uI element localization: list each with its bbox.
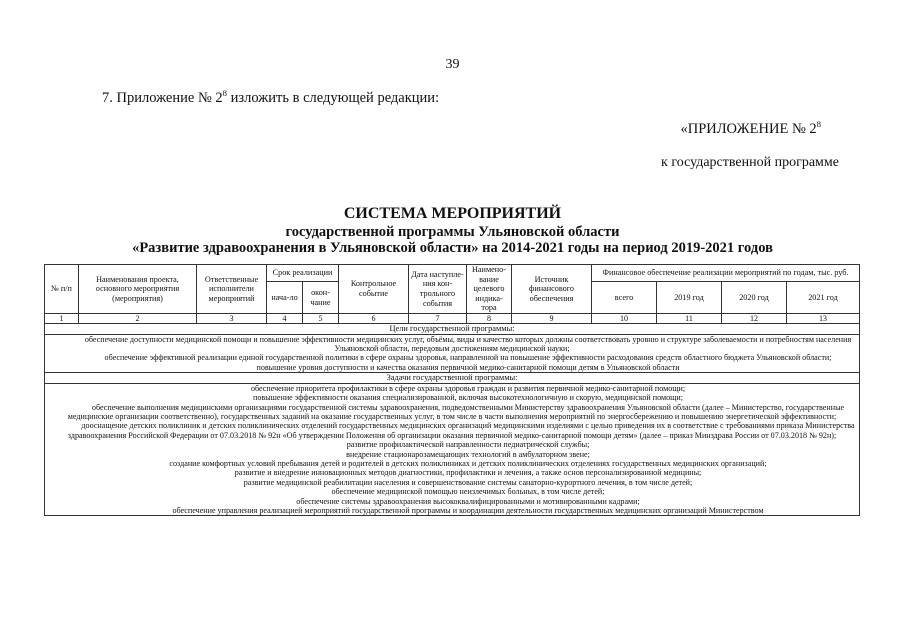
goals-row bbox=[45, 334, 860, 373]
header-finance: Финансовое обеспечение реализации мероприятий по годам, тыс. руб. bbox=[592, 265, 860, 282]
goals-heading-row bbox=[45, 323, 860, 334]
goal-item: обеспечение доступности медицинской помощи и повышение эффективности медицинских услуг, объёмы, виды и качество которых должны соответствовать уровню и структуре заболеваемости и потребностям населения Ульяновской области, передовым достижениям медицинской науки; bbox=[84, 334, 852, 353]
column-number: 3 bbox=[197, 313, 267, 323]
task-item: обеспечение медицинской помощью неизлечимых больных, в том числе детей; bbox=[331, 487, 605, 497]
column-number-row bbox=[45, 313, 860, 323]
table-header-row-1 bbox=[45, 265, 860, 282]
task-item: обеспечение системы здравоохранения высококвалифицированными и мотивированными кадрами; bbox=[296, 496, 640, 506]
instruction-superscript: 8 bbox=[222, 88, 228, 99]
header-2021: 2021 год bbox=[787, 282, 860, 313]
appendix-superscript: 8 bbox=[816, 119, 821, 130]
document-title-line-2: государственной программы Ульяновской области bbox=[285, 224, 620, 240]
task-item: обеспечение приоритета профилактики в сфере охраны здоровья граждан и развития первичной медико-санитарной помощи; bbox=[250, 383, 686, 393]
appendix-label-text: «ПРИЛОЖЕНИЕ № 2 bbox=[680, 121, 817, 137]
appendix-subtitle: к государственной программе bbox=[661, 155, 839, 170]
header-total: всего bbox=[592, 282, 657, 313]
column-number: 6 bbox=[339, 313, 409, 323]
goal-item: повышение уровня доступности и качества оказания первичной медико-санитарной помощи детям в Ульяновской области bbox=[256, 362, 680, 372]
task-item: дооснащение детских поликлиник и детских поликлинических отделений государственных медицинских организаций медицинскими изделиями с целью приведения их в соответствие с требованиями приказа Министерства здравоохранения Российской Федерации от 07.03.2018 № 92н «Об утверждении Положения об организации оказания первичной медико-санитарной помощи детям» (далее – приказ Минздрава России от 07.03.2018 № 92н); bbox=[67, 421, 855, 440]
column-number: 5 bbox=[303, 313, 339, 323]
amendment-instruction bbox=[102, 90, 439, 107]
task-item: повышение эффективности оказания специализированной, включая высокотехнологичную и скорую, медицинской помощи; bbox=[253, 393, 683, 403]
tasks-heading-row bbox=[45, 373, 860, 384]
tasks-heading: Задачи государственной программы: bbox=[45, 373, 860, 384]
column-number: 8 bbox=[467, 313, 512, 323]
column-number: 10 bbox=[592, 313, 657, 323]
task-item: обеспечение выполнения медицинскими организациями государственной системы здравоохранения, подведомственными Министерству здравоохранения Ульяновской области (далее – Министерство, государственные медицинские организации соответственно), государственных заданий на оказание государственных услуг, в том числе в части выполнения мероприятий по энергосбережению и повышению энергетической эффективности; bbox=[67, 402, 845, 421]
column-number: 12 bbox=[722, 313, 787, 323]
header-term-start: нача-ло bbox=[267, 282, 303, 313]
task-item: развитие профилактической направленности педиатрической службы; bbox=[346, 440, 590, 450]
goals-heading: Цели государственной программы: bbox=[45, 323, 860, 334]
header-control-date: Дата наступле-ния кон-трольного события bbox=[409, 265, 467, 314]
header-term-end: окон-чание bbox=[303, 282, 339, 313]
instruction-tail: изложить в следующей редакции: bbox=[227, 90, 440, 106]
document-title: СИСТЕМА МЕРОПРИЯТИЙ bbox=[343, 205, 562, 222]
column-number: 13 bbox=[787, 313, 860, 323]
page-number: 39 bbox=[445, 57, 460, 72]
column-number: 9 bbox=[512, 313, 592, 323]
task-item: создание комфортных условий пребывания детей и родителей в детских поликлиниках и детских поликлинических отделениях государственных медицинских организаций; bbox=[169, 459, 767, 469]
goal-item: обеспечение эффективной реализации единой государственной политики в сфере охраны здоровья, направленной на повышение эффективности расходования средств областного бюджета Ульяновской области; bbox=[104, 353, 832, 363]
header-executors: Ответственные исполнители мероприятий bbox=[197, 265, 267, 314]
header-indicator: Наимено-вание целевого индика-тора bbox=[467, 265, 512, 314]
task-item: развитие медицинской реабилитации населения и совершенствование системы санаторно-курортного лечения, в том числе детей; bbox=[243, 477, 693, 487]
measures-table bbox=[44, 264, 860, 516]
tasks-list bbox=[45, 383, 860, 516]
goals-list bbox=[45, 334, 860, 373]
header-term: Срок реализации bbox=[267, 265, 339, 282]
header-source: Источник финансового обеспечения bbox=[512, 265, 592, 314]
header-2019: 2019 год bbox=[657, 282, 722, 313]
document-title-line-3: «Развитие здравоохранения в Ульяновской области» на 2014-2021 годы на период 2019-2021 годов bbox=[132, 240, 773, 256]
column-number: 7 bbox=[409, 313, 467, 323]
tasks-row bbox=[45, 383, 860, 516]
task-item: внедрение стационарозамещающих технологий в амбулаторном звене; bbox=[346, 449, 590, 459]
task-item: развитие и внедрение инновационных методов диагностики, профилактики и лечения, а также основ персонализированной медицины; bbox=[234, 468, 702, 478]
column-number: 1 bbox=[45, 313, 79, 323]
column-number: 11 bbox=[657, 313, 722, 323]
header-control-event: Контрольное событие bbox=[339, 265, 409, 314]
task-item: обеспечение управления реализацией мероприятий государственной программы и координации деятельности государственных медицинских организаций Министерством bbox=[172, 506, 764, 516]
header-num: № п/п bbox=[45, 265, 79, 314]
column-number: 2 bbox=[79, 313, 197, 323]
column-number: 4 bbox=[267, 313, 303, 323]
header-name: Наименования проекта, основного мероприятия (мероприятия) bbox=[79, 265, 197, 314]
instruction-text: 7. Приложение № 2 bbox=[102, 90, 223, 106]
appendix-label bbox=[680, 121, 821, 138]
header-2020: 2020 год bbox=[722, 282, 787, 313]
